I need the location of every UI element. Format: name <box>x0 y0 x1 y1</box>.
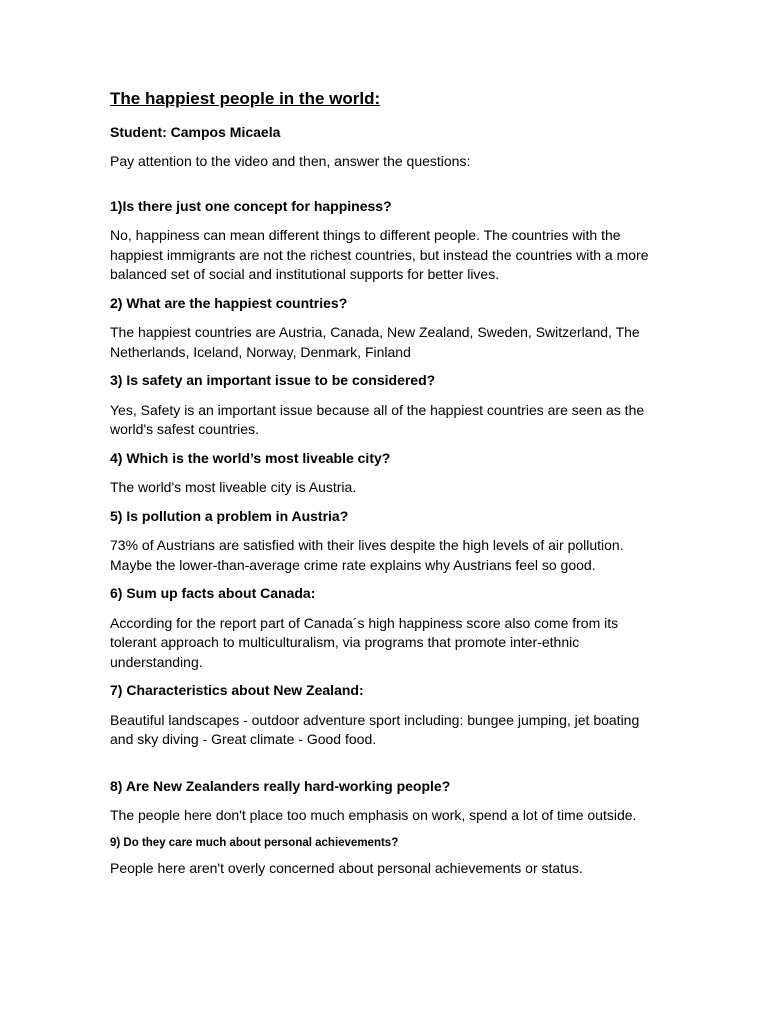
answer-3: Yes, Safety is an important issue because all of the happiest countries are seen as the world's safest countries. <box>110 401 645 437</box>
answer-2: The happiest countries are Austria, Canada, New Zealand, Sweden, Switzerland, The Netherlands, Iceland, Norway, Denmark, Finland <box>110 324 640 360</box>
qa-item-4 <box>110 449 655 498</box>
qa-item-5 <box>110 507 655 576</box>
instructions: Pay attention to the video and then, answer the questions: <box>110 153 471 169</box>
document-title: The happiest people in the world: <box>110 89 381 108</box>
answer-1: No, happiness can mean different things to different people. The countries with the happiest immigrants are not the richest countries, but instead the countries with a more balanced set of social and institutional supports for better lives. <box>110 227 649 282</box>
question-8: 8) Are New Zealanders really hard-working people? <box>110 777 451 794</box>
answer-7: Beautiful landscapes - outdoor adventure sport including: bungee jumping, jet boating and sky diving - Great climate - Good food. <box>110 711 640 747</box>
qa-item-1 <box>110 197 655 285</box>
answer-8: The people here don't place too much emphasis on work, spend a lot of time outside. <box>110 807 637 823</box>
qa-item-6 <box>110 584 655 672</box>
qa-item-9 <box>110 835 655 879</box>
answer-5: 73% of Austrians are satisfied with their lives despite the high levels of air pollution. Maybe the lower-than-average crime rate explains why Austrians feel so good. <box>110 537 624 573</box>
answer-9: People here aren't overly concerned about personal achievements or status. <box>110 859 583 876</box>
question-6: 6) Sum up facts about Canada: <box>110 585 316 601</box>
answer-4: The world's most liveable city is Austria. <box>110 479 357 495</box>
qa-item-7 <box>110 681 655 750</box>
question-9: 9) Do they care much about personal achievements? <box>110 836 399 849</box>
question-2: 2) What are the happiest countries? <box>110 294 348 311</box>
question-1: 1)Is there just one concept for happiness? <box>110 197 392 214</box>
answer-6: According for the report part of Canada´s high happiness score also come from its tolerant approach to multiculturalism, via programs that promote inter-ethnic understanding. <box>110 614 619 670</box>
question-4: 4) Which is the world’s most liveable city? <box>110 449 391 466</box>
question-3: 3) Is safety an important issue to be considered? <box>110 372 436 388</box>
document-page <box>110 88 655 887</box>
question-7: 7) Characteristics about New Zealand: <box>110 682 364 698</box>
question-5: 5) Is pollution a problem in Austria? <box>110 507 349 524</box>
qa-item-8 <box>110 777 655 826</box>
qa-item-3 <box>110 371 655 440</box>
student-name: Student: Campos Micaela <box>110 124 281 140</box>
qa-item-2 <box>110 294 655 363</box>
